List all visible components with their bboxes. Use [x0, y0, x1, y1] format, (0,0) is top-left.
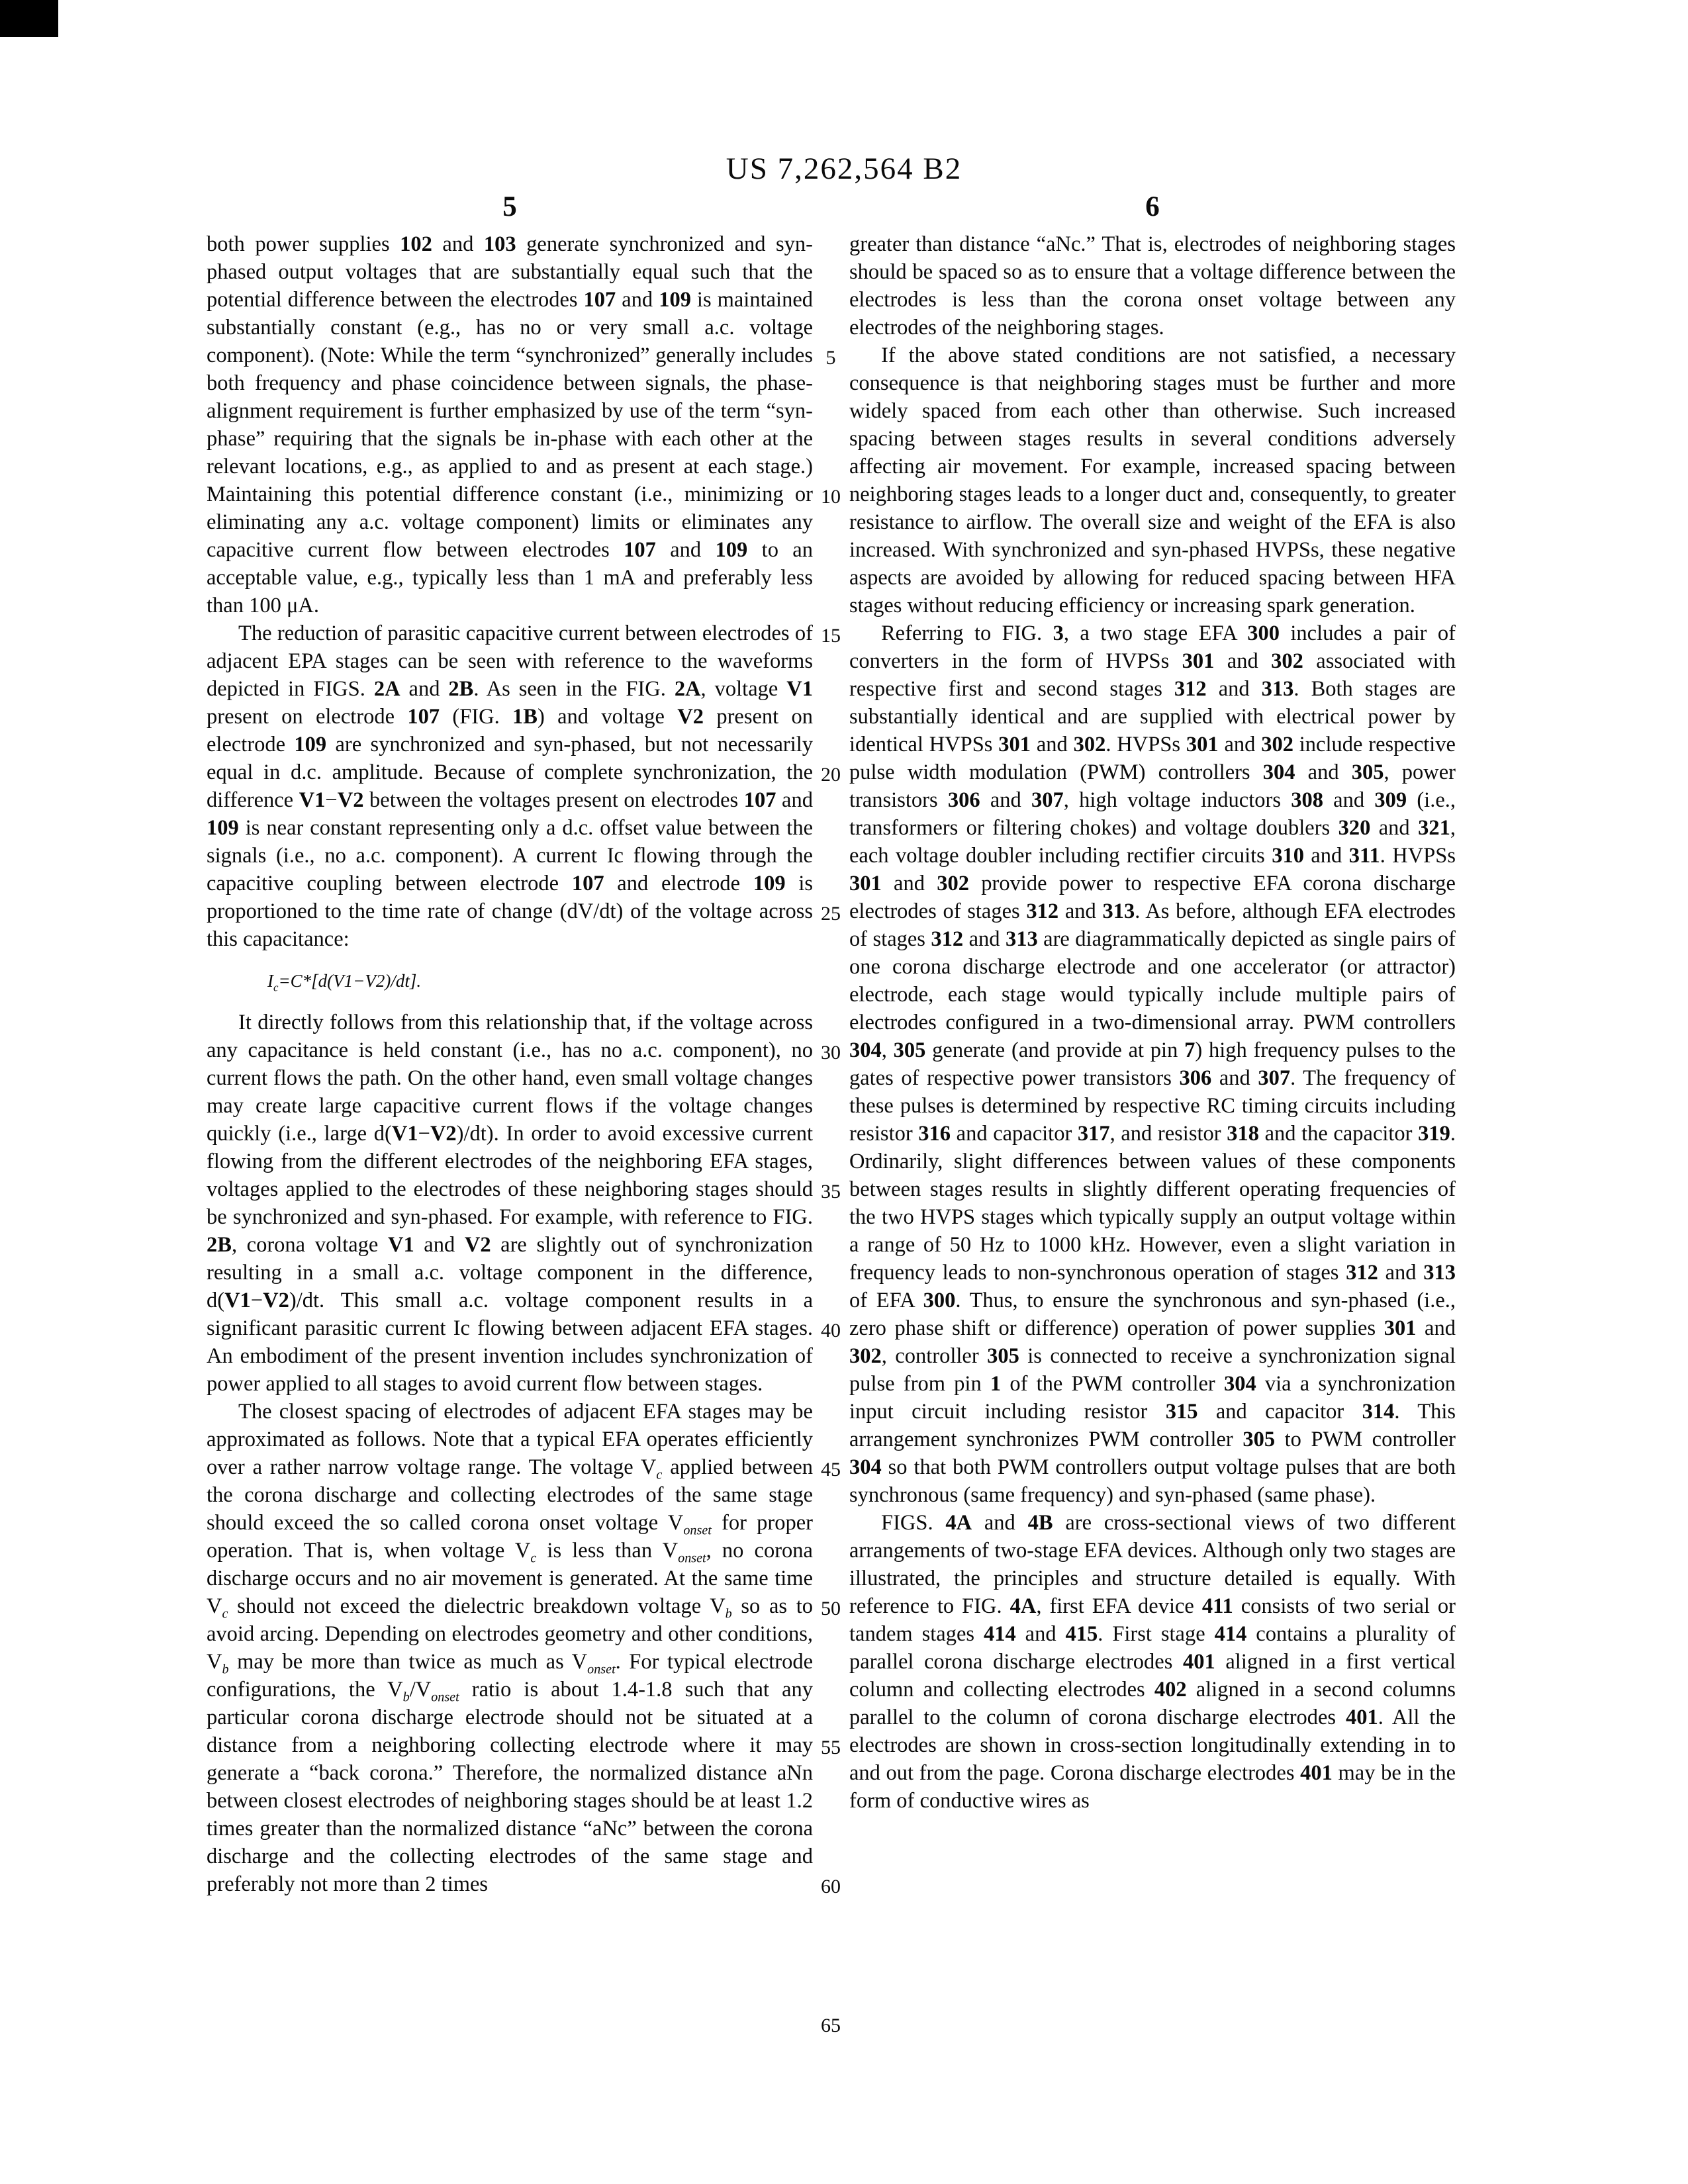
line-number: 20 — [821, 764, 841, 786]
patent-number-header: US 7,262,564 B2 — [726, 152, 962, 186]
paragraph: The closest spacing of electrodes of adjacent EFA stages may be approximated as follows. Note that a typical EFA operates efficiently over a rather narrow voltage range. The voltage $V_c$ applied between the corona discharge and collecting electrodes of the same stage should exceed the so called corona onset voltage $V_{onset}$ for proper operation. That is, when voltage $V_c$ is less than $V_{onset}$, no corona discharge occurs and no air movement is generated. At the same time $V_c$ should not exceed the dielectric breakdown voltage $V_b$ so as to avoid arcing. Depending on electrodes geometry and other conditions, $V_b$ may be more than twice as much as $V_{onset}$. For typical electrode configurations, the $V_b/V_{onset}$ ratio is about 1.4-1.8 such that any particular corona discharge electrode should not be situated at a distance from a neighboring collecting electrode where it may generate a “back corona.” Therefore, the normalized distance aNn between closest electrodes of neighboring stages should be at least 1.2 times greater than the normalized distance “aNc” between the corona discharge and the collecting electrodes of the same stage and preferably not more than 2 times — [207, 1400, 814, 1896]
formula: $I_c=C*[d(V1-V2)/dt]$. — [267, 971, 422, 994]
column-number-right: 6 — [1145, 191, 1160, 222]
line-number: 65 — [821, 2015, 841, 2036]
line-number: 45 — [821, 1459, 841, 1480]
line-number: 60 — [821, 1876, 841, 1897]
paragraph: If the above stated conditions are not satisfied, a necessary consequence is that neighboring stages must be further and more widely spaced from each other than otherwise. Such increased spacing between stages results in several conditions adversely affecting air movement. For example, increased spacing between neighboring stages leads to a longer duct and, consequently, to greater resistance to airflow. The overall size and weight of the EFA is also increased. With synchronized and syn-phased HVPSs, these negative aspects are avoided by allowing for reduced spacing between HFA stages without reducing efficiency or increasing spark generation. — [849, 343, 1456, 617]
line-number: 50 — [821, 1598, 841, 1619]
paragraph: both power supplies 102 and 103 generate synchronized and syn-phased output voltages that are substantially equal such that the potential difference between the electrodes 107 and 109 is maintained substantially constant (e.g., has no or very small a.c. voltage component). (Note: While the term “synchronized” generally includes both frequency and phase coincidence between signals, the phase-alignment requirement is further emphasized by use of the term “syn-phase” requiring that the signals be in-phase with each other at the relevant locations, e.g., as applied to and as present at each stage.) Maintaining this potential difference constant (i.e., minimizing or eliminating any a.c. voltage component) limits or eliminates any capacitive current flow between electrodes 107 and 109 to an acceptable value, e.g., typically less than 1 mA and preferably less than 100 μA. — [207, 232, 813, 617]
paragraph: The reduction of parasitic capacitive current between electrodes of adjacent EPA stages can be seen with reference to the waveforms depicted in FIGS. 2A and 2B. As seen in the FIG. 2A, voltage V1 present on electrode 107 (FIG. 1B) and voltage V2 present on electrode 109 are synchronized and syn-phased, but not necessarily equal in d.c. amplitude. Because of complete synchronization, the difference V1−V2 between the voltages present on electrodes 107 and 109 is near constant representing only a d.c. offset value between the signals (i.e., no a.c. component). A current Ic flowing through the capacitive coupling between electrode 107 and electrode 109 is proportioned to the time rate of change (dV/dt) of the voltage across this capacitance: — [207, 621, 814, 951]
paragraph: greater than distance “aNc.” That is, electrodes of neighboring stages should be spaced so as to ensure that a voltage difference between the electrodes is less than the corona onset voltage between any electrodes of the neighboring stages. — [849, 232, 1456, 340]
line-number: 30 — [821, 1042, 841, 1064]
line-number: 15 — [821, 625, 841, 647]
left-column-text — [207, 230, 813, 1898]
paragraph: Referring to FIG. 3, a two stage EFA 300 includes a pair of converters in the form of HVPSs 301 and 302 associated with respective first and second stages 312 and 313. Both stages are substantially identical and are supplied with electrical power by identical HVPSs 301 and 302. HVPSs 301 and 302 include respective pulse width modulation (PWM) controllers 304 and 305, power transistors 306 and 307, high voltage inductors 308 and 309 (i.e., transformers or filtering chokes) and voltage doublers 320 and 321, each voltage doubler including rectifier circuits 310 and 311. HVPSs 301 and 302 provide power to respective EFA corona discharge electrodes of stages 312 and 313. As before, although EFA electrodes of stages 312 and 313 are diagrammatically depicted as single pairs of one corona discharge electrode and one accelerator (or attractor) electrode, each stage would typically include multiple pairs of electrodes configured in a two-dimensional array. PWM controllers 304, 305 generate (and provide at pin 7) high frequency pulses to the gates of respective power transistors 306 and 307. The frequency of these pulses is determined by respective RC timing circuits including resistor 316 and capacitor 317, and resistor 318 and the capacitor 319. Ordinarily, slight differences between values of these components between stages results in slightly different operating frequencies of the two HVPS stages which typically supply an output voltage within a range of 50 Hz to 1000 kHz. However, even a slight variation in frequency leads to non-synchronous operation of stages 312 and 313 of EFA 300. Thus, to ensure the synchronous and syn-phased (i.e., zero phase shift or difference) operation of power supplies 301 and 302, controller 305 is connected to receive a synchronization signal pulse from pin 1 of the PWM controller 304 via a synchronization input circuit including resistor 315 and capacitor 314. This arrangement synchronizes PWM controller 305 to PWM controller 304 so that both PWM controllers output voltage pulses that are both synchronous (same frequency) and syn-phased (same phase). — [849, 621, 1456, 1507]
line-number: 55 — [821, 1737, 841, 1758]
column-number-left: 5 — [502, 191, 517, 222]
paragraph: FIGS. 4A and 4B are cross-sectional views of two different arrangements of two-stage EFA devices. Although only two stages are illustrated, the principles and structure detailed is equally. With reference to FIG. 4A, first EFA device 411 consists of two serial or tandem stages 414 and 415. First stage 414 contains a plurality of parallel corona discharge electrodes 401 aligned in a first vertical column and collecting electrodes 402 aligned in a second columns parallel to the column of corona discharge electrodes 401. All the electrodes are shown in cross-section longitudinally extending in to and out from the page. Corona discharge electrodes 401 may be in the form of conductive wires as — [849, 1511, 1456, 1813]
right-column-text — [849, 230, 1456, 1815]
line-number: 10 — [821, 486, 841, 508]
line-number: 5 — [825, 347, 836, 369]
line-number: 35 — [821, 1181, 841, 1203]
paragraph: It directly follows from this relationship that, if the voltage across any capacitance is held constant (i.e., has no a.c. component), no current flows the path. On the other hand, even small voltage changes may create large capacitive current flows if the voltage changes quickly (i.e., large d(V1−V2)/dt). In order to avoid excessive current flowing from the different electrodes of the neighboring EFA stages, voltages applied to the electrodes of these neighboring stages should be synchronized and syn-phased. For example, with reference to FIG. 2B, corona voltage V1 and V2 are slightly out of synchronization resulting in a small a.c. voltage component in the difference, d(V1−V2)/dt. This small a.c. voltage component results in a significant parasitic current Ic flowing between adjacent EFA stages. An embodiment of the present invention includes synchronization of power applied to all stages to avoid current flow between stages. — [207, 1011, 813, 1396]
scan-artifact-mark — [0, 0, 58, 37]
line-number: 25 — [821, 903, 841, 925]
line-number: 40 — [821, 1320, 841, 1342]
